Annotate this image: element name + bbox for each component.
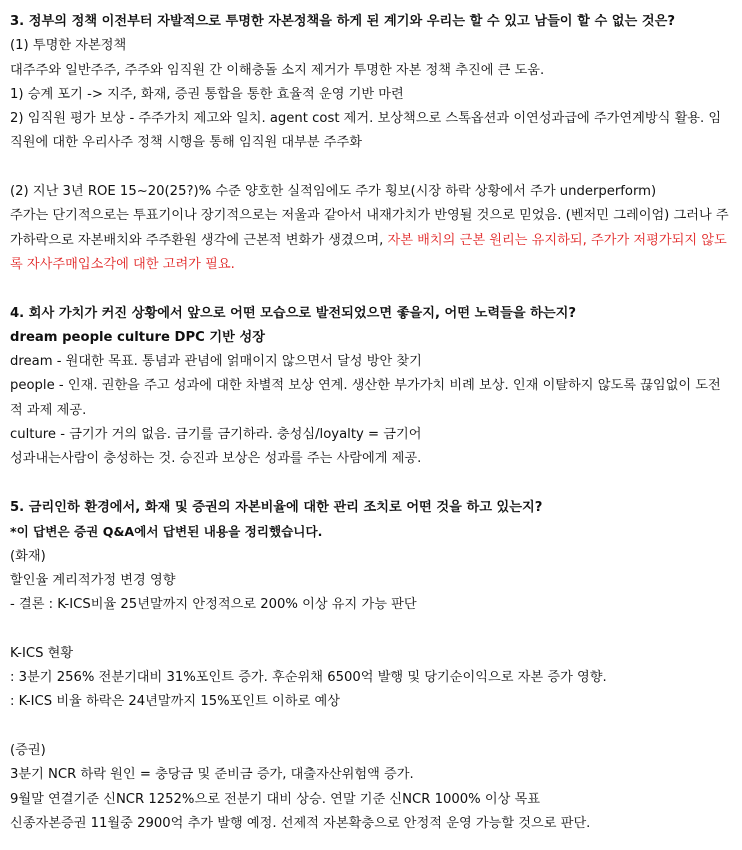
section5-note: *이 답변은 증권 Q&A에서 답변된 내용을 정리했습니다. xyxy=(10,524,323,540)
section4-people: people - 인재. 권한을 주고 성과에 대한 차별적 보상 연계. 생산한 부가가치 비례 보상. 인재 이탈하지 않도록 끊임없이 도전적 과제 제공. xyxy=(10,378,721,418)
section3-subheading-2: (2) 지난 3년 ROE 15~20(25?)% 수준 양호한 실적임에도 주가 횡보(시장 하락 상황에서 주가 underperform) xyxy=(10,184,657,200)
section3-paragraph-1: 대주주와 일반주주, 주주와 임직원 간 이해충돌 소지 제거가 투명한 자본 정책 추진에 큰 도움. xyxy=(10,62,545,78)
section3-title: 3. 정부의 정책 이전부터 자발적으로 투명한 자본정책을 하게 된 계기와 우리는 할 수 있고 남들이 할 수 없는 것은? xyxy=(10,14,675,29)
section3-paragraph-3: 2) 임직원 평가 보상 - 주주가치 제고와 일치. agent cost 제거. 보상책으로 스톡옵션과 이연성과급에 주가연계방식 활용. 임직원에 대한 우리사주 정책 시행을 통해 임직원 대부분 주주화 xyxy=(10,111,722,151)
spacer xyxy=(10,715,732,739)
spacer xyxy=(10,472,732,496)
section4-culture: culture - 금기가 거의 없음. 금기를 금기하라. 충성심/loyalty = 금기어 xyxy=(10,427,422,443)
section5-kics-2: : K-ICS 비율 하락은 24년말까지 15%포인트 이하로 예상 xyxy=(10,694,340,710)
section5-kics-label: K-ICS 현황 xyxy=(10,645,74,661)
spacer xyxy=(10,156,732,180)
section5-fire-2: - 결론 : K-ICS비율 25년말까지 안정적으로 200% 이상 유지 가능 판단 xyxy=(10,597,417,613)
section5-fire-label: (화재) xyxy=(10,548,46,564)
section5-kics-1: : 3분기 256% 전분기대비 31%포인트 증가. 후순위채 6500억 발행 및 당기순이익으로 자본 증가 영향. xyxy=(10,670,607,686)
section4-paragraph-4: 성과내는사람이 충성하는 것. 승진과 보상은 성과를 주는 사람에게 제공. xyxy=(10,451,422,467)
section5-sec-3: 신종자본증권 11월중 2900억 추가 발행 예정. 선제적 자본확충으로 안정적 운영 가능할 것으로 판단. xyxy=(10,815,591,831)
section3-paragraph-4-text: 주가는 단기적으로는 투표기이나 장기적으로는 저울과 같아서 내재가치가 반영될 것으로 믿었음. (벤저민 그레이엄) 그러나 주가하락으로 자본배치와 주주환원 생각에 근본적 변화가 생겼으며, xyxy=(10,208,729,248)
section3-subheading-1: (1) 투명한 자본정책 xyxy=(10,38,127,54)
section5-fire-1: 할인율 계리적가정 변경 영향 xyxy=(10,572,176,588)
section4-subtitle: dream people culture DPC 기반 성장 xyxy=(10,329,265,345)
section5-sec-label: (증권) xyxy=(10,742,46,758)
section3-paragraph-4 xyxy=(10,204,732,277)
section5-sec-2: 9월말 연결기준 신NCR 1252%으로 전분기 대비 상승. 연말 기준 신NCR 1000% 이상 목표 xyxy=(10,791,541,807)
section3-paragraph-2: 1) 승계 포기 -> 지주, 화재, 증권 통합을 통한 효율적 운영 기반 마련 xyxy=(10,86,404,102)
section5-title: 5. 금리인하 환경에서, 화재 및 증권의 자본비율에 대한 관리 조치로 어떤 것을 하고 있는지? xyxy=(10,499,543,515)
section3-highlight-text: 자본 배치의 근본 원리는 유지하되, 주가가 저평가되지 않도록 자사주매입소각에 대한 고려가 필요. xyxy=(10,232,727,272)
section5-sec-1: 3분기 NCR 하락 원인 = 충당금 및 준비금 증가, 대출자산위험액 증가. xyxy=(10,767,414,783)
section4-title: 4. 회사 가치가 커진 상황에서 앞으로 어떤 모습으로 발전되었으면 좋을지, 어떤 노력들을 하는지? xyxy=(10,305,577,321)
section4-dream: dream - 원대한 목표. 통념과 관념에 얽매이지 않으면서 달성 방안 찾기 xyxy=(10,354,422,370)
spacer xyxy=(10,277,732,301)
spacer xyxy=(10,617,732,641)
